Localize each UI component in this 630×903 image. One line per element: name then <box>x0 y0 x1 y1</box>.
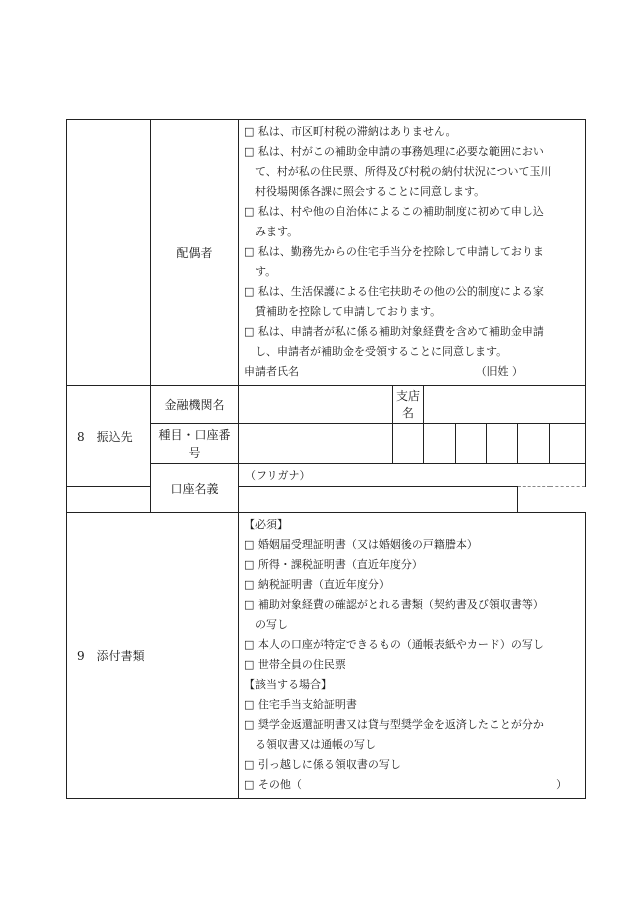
attachments-row <box>67 513 586 799</box>
required-document-item-text: の写し <box>255 618 288 631</box>
account-digit-box[interactable] <box>424 424 456 464</box>
spouse-consent-item-text: みます。 <box>255 225 299 238</box>
required-header: 【必須】 <box>244 518 288 531</box>
branch-name-field[interactable] <box>424 386 586 424</box>
account-type-number-label <box>151 424 239 464</box>
required-document-item-text: □ 世帯全員の住民票 <box>244 658 346 671</box>
required-document-item[interactable] <box>244 555 581 575</box>
conditional-header: 【該当する場合】 <box>244 678 332 691</box>
account-digit-box[interactable] <box>487 424 518 464</box>
bank-row <box>67 386 586 424</box>
bank-name-field[interactable] <box>239 386 393 424</box>
required-document-item[interactable] <box>244 535 581 555</box>
required-document-item-text: □ 補助対象経費の確認がとれる書類（契約書及び領収書等） <box>244 598 544 611</box>
bank-name-label: 金融機関名 <box>151 386 239 424</box>
spouse-label: 配偶者 <box>151 120 239 386</box>
applicant-name-label: 申請者氏名 <box>244 365 299 378</box>
application-form-table <box>66 119 586 799</box>
spouse-consent-item-text: 村役場関係各課に照会することに同意します。 <box>255 185 486 198</box>
required-document-item-text: □ 本人の口座が特定できるもの（通帳表紙やカード）の写し <box>244 638 544 651</box>
account-type-field[interactable] <box>239 424 393 464</box>
applicant-name-line[interactable] <box>244 362 581 382</box>
required-document-item[interactable] <box>244 575 581 595</box>
required-document-item[interactable] <box>244 595 581 635</box>
spouse-consent-item-text: □ 私は、申請者が私に係る補助対象経費を含めて補助金申請 <box>244 325 544 338</box>
spouse-consent-item[interactable] <box>244 242 581 282</box>
required-documents-list <box>244 535 581 675</box>
conditional-document-item[interactable] <box>244 695 581 715</box>
furigana-field[interactable] <box>239 464 586 487</box>
spouse-consent-item-text: □ 私は、市区町村税の滞納はありません。 <box>244 125 457 138</box>
account-holder-field[interactable] <box>67 487 518 513</box>
account-digit-box[interactable] <box>550 424 586 464</box>
transfer-section-label: 8 振込先 <box>67 386 151 487</box>
spouse-consent-item[interactable] <box>244 282 581 322</box>
attachments-section-label: 9 添付書類 <box>67 513 239 799</box>
former-name-label: （旧姓 ） <box>475 365 524 378</box>
spouse-consent-item[interactable] <box>244 122 581 142</box>
other-close-paren: ） <box>556 778 568 791</box>
spouse-consent-item[interactable] <box>244 322 581 362</box>
required-document-item-text: □ 婚姻届受理証明書（又は婚姻後の戸籍謄本） <box>244 538 478 551</box>
account-digit-box[interactable] <box>518 424 550 464</box>
conditional-document-item-text: □ 引っ越しに係る領収書の写し <box>244 758 401 771</box>
conditional-document-item-text: □ 奨学金返還証明書又は貸与型奨学金を返済したことが分か <box>244 718 544 731</box>
spouse-consent-list <box>244 122 581 362</box>
conditional-document-item[interactable] <box>244 715 581 755</box>
spouse-consent-item-text: □ 私は、村や他の自治体によるこの補助制度に初めて申し込 <box>244 205 544 218</box>
branch-name-label <box>393 386 424 424</box>
account-type-line1: 種目・口座番 <box>158 427 231 442</box>
spouse-empty-cell <box>67 120 151 386</box>
spouse-consent-item-text: し、申請者が補助金を受領することに同意します。 <box>255 345 508 358</box>
required-document-item[interactable] <box>244 635 581 655</box>
spouse-consent-item-text: □ 私は、村がこの補助金申請の事務処理に必要な範囲におい <box>244 145 544 158</box>
spouse-consent-item[interactable] <box>244 202 581 242</box>
attachments-list <box>239 513 586 799</box>
account-holder-label: 口座名義 <box>151 464 239 513</box>
branch-label-line1: 支店 <box>395 388 420 403</box>
account-digit-box[interactable] <box>456 424 487 464</box>
spouse-consent-item[interactable] <box>244 142 581 202</box>
branch-label-line2: 名 <box>401 405 414 420</box>
spouse-consent-item-text: □ 私は、勤務先からの住宅手当分を控除して申請しておりま <box>244 245 544 258</box>
conditional-document-item-text: る領収書又は通帳の写し <box>255 738 376 751</box>
furigana-label: （フリガナ） <box>245 469 311 482</box>
spouse-row <box>67 120 586 386</box>
required-document-item[interactable] <box>244 655 581 675</box>
account-holder-row <box>67 487 586 513</box>
other-documents-label: □ その他（ <box>244 778 302 791</box>
spouse-consent-item-text: す。 <box>255 265 277 278</box>
other-documents-line[interactable] <box>244 775 581 795</box>
required-document-item-text: □ 所得・課税証明書（直近年度分） <box>244 558 423 571</box>
spouse-consent-item-text: □ 私は、生活保護による住宅扶助その他の公的制度による家 <box>244 285 544 298</box>
conditional-document-item[interactable] <box>244 755 581 775</box>
required-document-item-text: □ 納税証明書（直近年度分） <box>244 578 390 591</box>
spouse-consent-item-text: 賃補助を控除して申請しております。 <box>255 305 442 318</box>
spouse-consent-item-text: て、村が私の住民票、所得及び村税の納付状況について玉川 <box>255 165 552 178</box>
spouse-declarations <box>239 120 586 386</box>
conditional-document-item-text: □ 住宅手当支給証明書 <box>244 698 357 711</box>
account-digit-box[interactable] <box>393 424 424 464</box>
conditional-documents-list <box>244 695 581 775</box>
account-type-line2: 号 <box>188 445 201 460</box>
